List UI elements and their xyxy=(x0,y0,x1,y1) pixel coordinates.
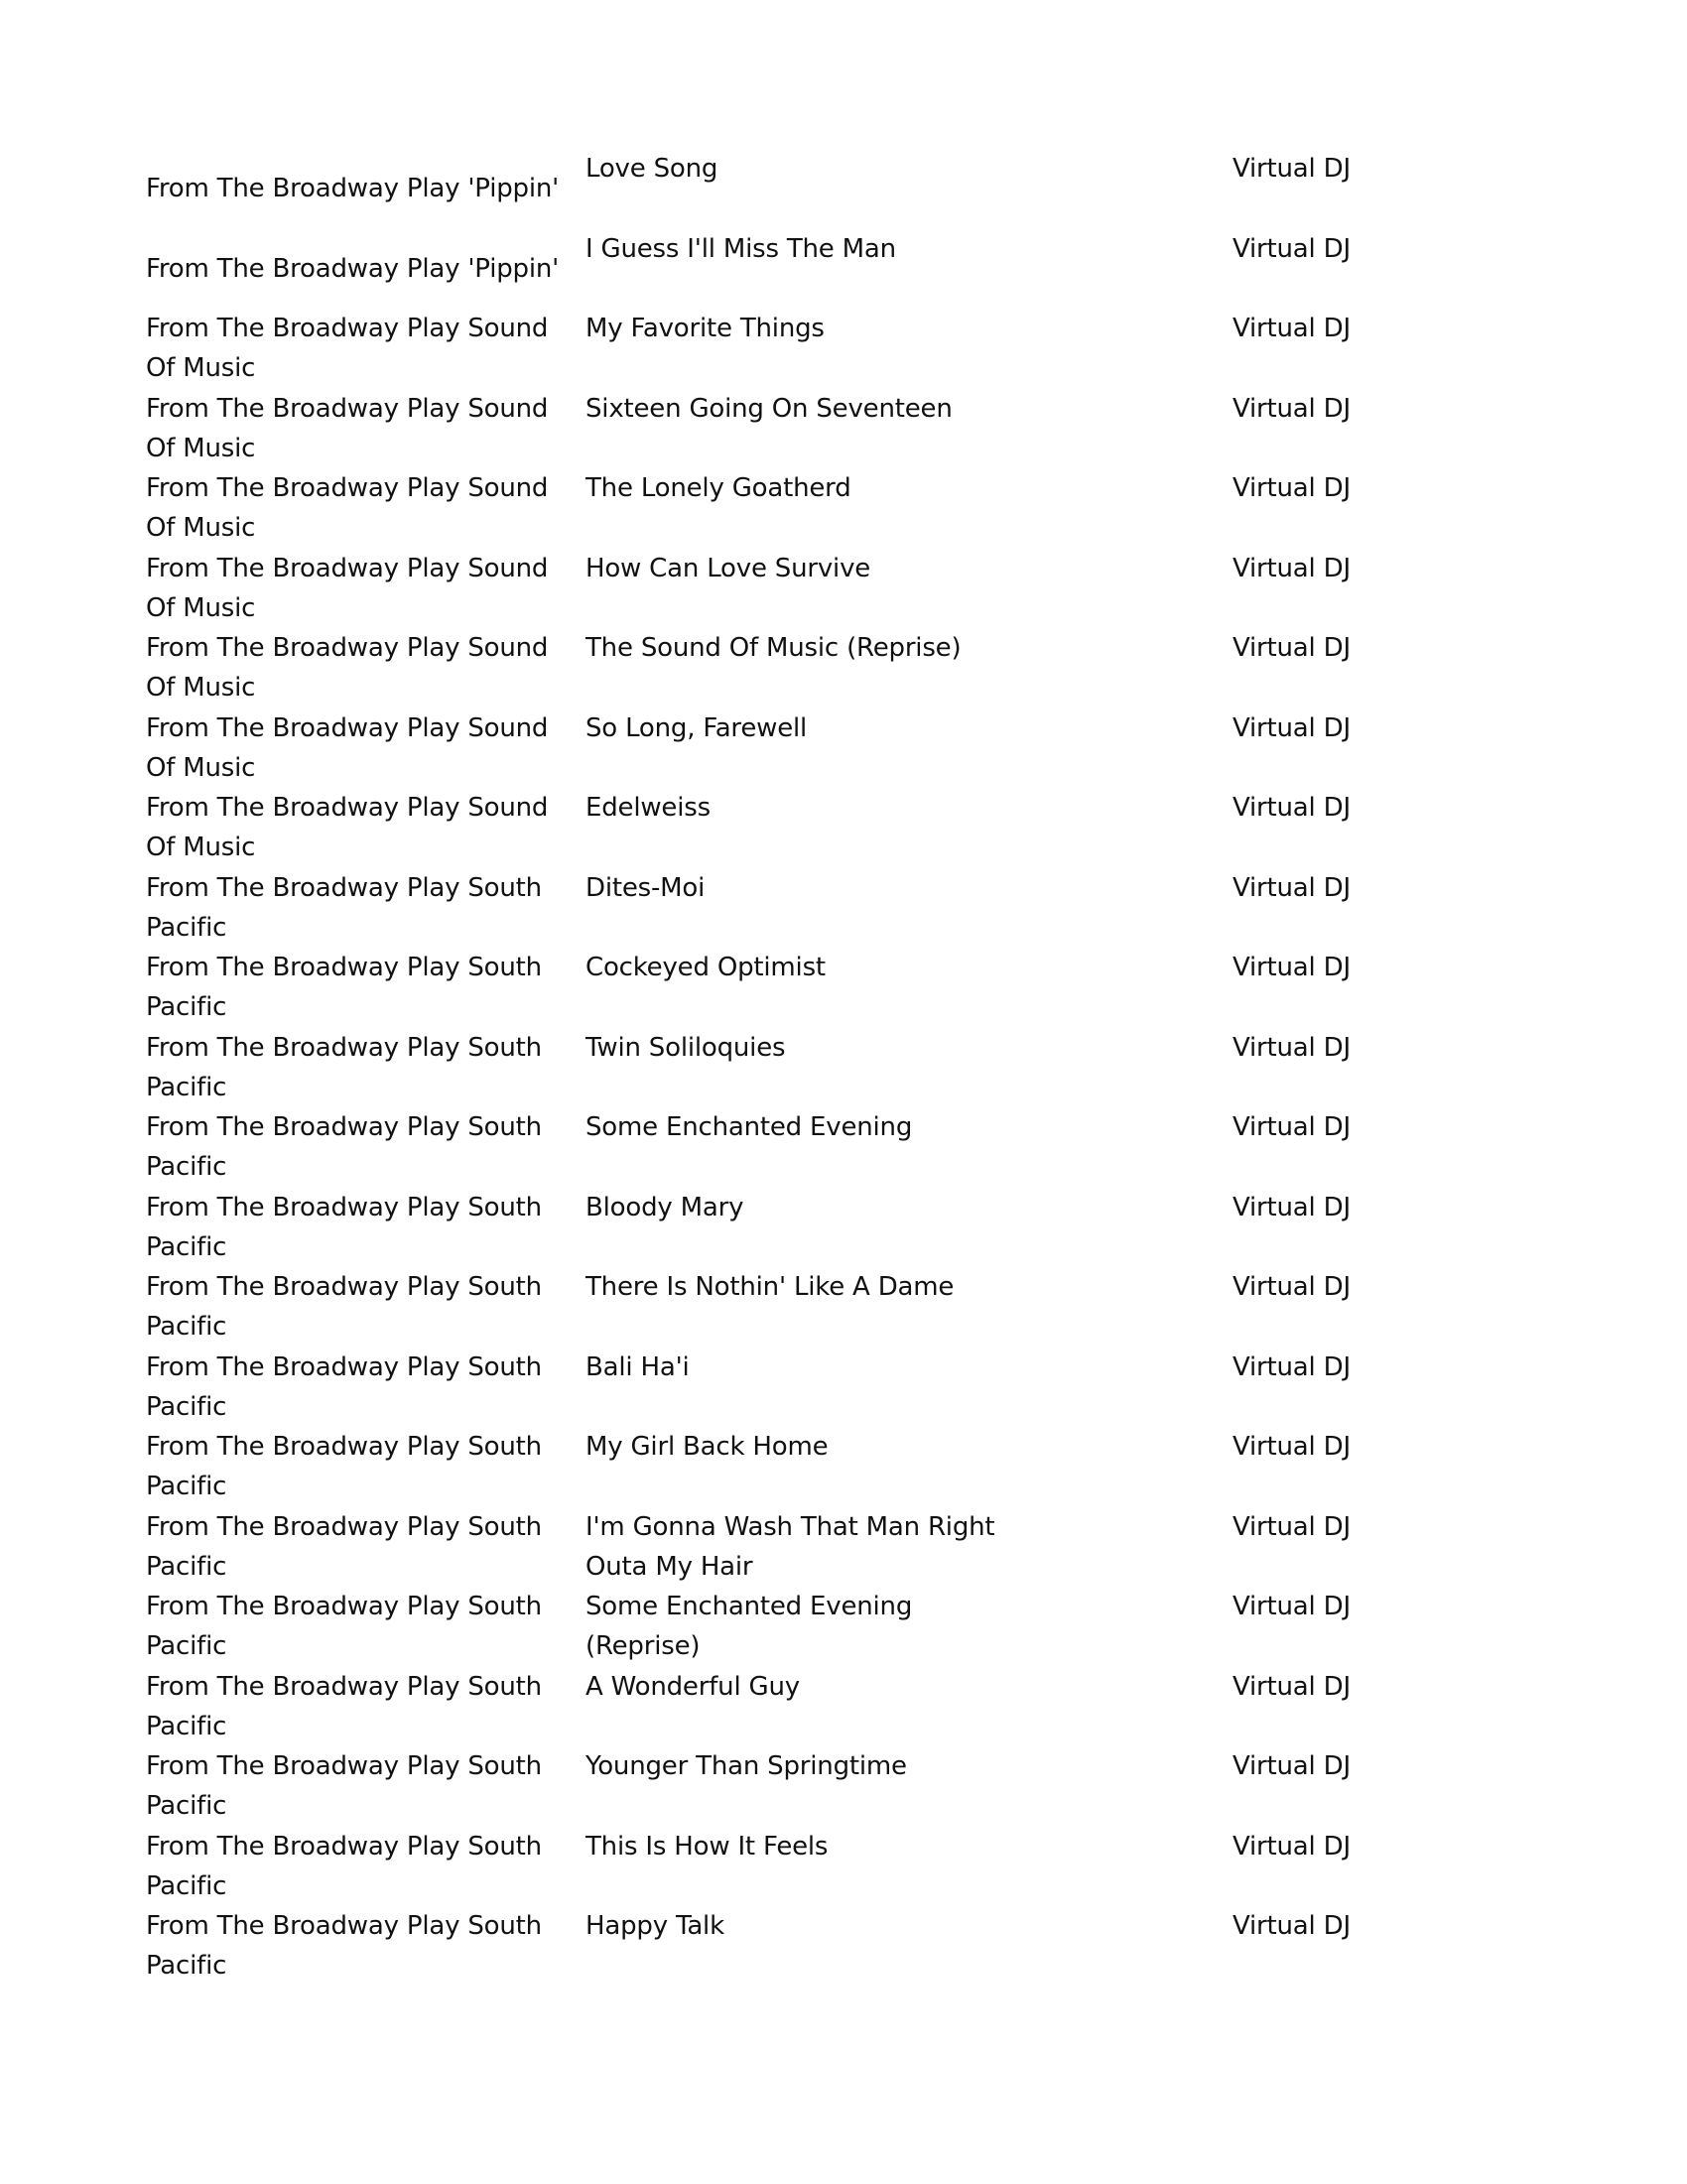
label-cell: Virtual DJ xyxy=(1233,953,1351,982)
song-row xyxy=(146,149,1436,229)
artist-cell: From The Broadway Play 'Pippin' xyxy=(146,253,560,284)
label-cell: Virtual DJ xyxy=(1233,712,1351,743)
artist-cell: From The Broadway Play South Pacific xyxy=(146,1351,542,1422)
title-cell: There Is Nothin' Like A Dame xyxy=(585,1272,955,1302)
song-row xyxy=(146,1587,1436,1667)
song-row xyxy=(146,628,1436,708)
song-row xyxy=(146,229,1436,310)
title-cell: The Lonely Goatherd xyxy=(585,473,851,503)
song-row xyxy=(146,1746,1436,1827)
label-cell: Virtual DJ xyxy=(1233,233,1351,264)
song-row xyxy=(146,1267,1436,1348)
label-cell: Virtual DJ xyxy=(1233,1272,1351,1302)
song-row xyxy=(146,309,1436,389)
song-list xyxy=(146,149,1436,1987)
title-cell: Happy Talk xyxy=(585,1911,724,1941)
artist-cell: From The Broadway Play Sound Of Music xyxy=(146,393,549,463)
label-cell: Virtual DJ xyxy=(1233,1192,1351,1222)
artist-cell: From The Broadway Play Sound Of Music xyxy=(146,314,549,383)
title-cell: Twin Soliloquies xyxy=(585,1032,786,1063)
song-row xyxy=(146,1667,1436,1747)
label-cell: Virtual DJ xyxy=(1233,872,1351,903)
label-cell: Virtual DJ xyxy=(1233,1351,1351,1382)
artist-cell: From The Broadway Play Sound Of Music xyxy=(146,793,549,862)
title-cell: This Is How It Feels xyxy=(585,1831,829,1862)
song-row xyxy=(146,549,1436,629)
title-cell: Love Song xyxy=(585,154,718,184)
song-row xyxy=(146,788,1436,868)
title-cell: I'm Gonna Wash That Man Right Outa My Hair xyxy=(585,1511,995,1582)
artist-cell: From The Broadway Play South Pacific xyxy=(146,1432,542,1501)
title-cell: My Favorite Things xyxy=(585,314,825,343)
title-cell: Bloody Mary xyxy=(585,1192,744,1222)
title-cell: Some Enchanted Evening (Reprise) xyxy=(585,1592,913,1661)
label-cell: Virtual DJ xyxy=(1233,1911,1351,1941)
song-row xyxy=(146,948,1436,1028)
title-cell: How Can Love Survive xyxy=(585,553,871,583)
artist-cell: From The Broadway Play Sound Of Music xyxy=(146,553,549,623)
title-cell: Younger Than Springtime xyxy=(585,1751,907,1781)
song-row xyxy=(146,1507,1436,1588)
artist-cell: From The Broadway Play South Pacific xyxy=(146,1592,542,1661)
label-cell: Virtual DJ xyxy=(1233,314,1351,343)
song-row xyxy=(146,1348,1436,1428)
title-cell: Cockeyed Optimist xyxy=(585,953,826,982)
artist-cell: From The Broadway Play South Pacific xyxy=(146,1032,542,1102)
artist-cell: From The Broadway Play Sound Of Music xyxy=(146,473,549,543)
title-cell: My Girl Back Home xyxy=(585,1432,829,1462)
artist-cell: From The Broadway Play South Pacific xyxy=(146,1511,542,1582)
label-cell: Virtual DJ xyxy=(1233,1831,1351,1862)
artist-cell: From The Broadway Play Sound Of Music xyxy=(146,712,549,783)
label-cell: Virtual DJ xyxy=(1233,1511,1351,1542)
label-cell: Virtual DJ xyxy=(1233,473,1351,503)
label-cell: Virtual DJ xyxy=(1233,633,1351,663)
song-row xyxy=(146,1827,1436,1907)
title-cell: Bali Ha'i xyxy=(585,1351,690,1382)
artist-cell: From The Broadway Play 'Pippin' xyxy=(146,174,560,203)
artist-cell: From The Broadway Play South Pacific xyxy=(146,1272,542,1342)
song-row xyxy=(146,1427,1436,1507)
artist-cell: From The Broadway Play South Pacific xyxy=(146,953,542,1022)
label-cell: Virtual DJ xyxy=(1233,1432,1351,1462)
song-row xyxy=(146,1107,1436,1188)
song-row xyxy=(146,468,1436,549)
title-cell: The Sound Of Music (Reprise) xyxy=(585,633,962,663)
title-cell: So Long, Farewell xyxy=(585,712,808,743)
label-cell: Virtual DJ xyxy=(1233,1751,1351,1781)
label-cell: Virtual DJ xyxy=(1233,393,1351,424)
title-cell: Edelweiss xyxy=(585,793,711,823)
label-cell: Virtual DJ xyxy=(1233,1592,1351,1621)
label-cell: Virtual DJ xyxy=(1233,793,1351,823)
song-row xyxy=(146,868,1436,949)
artist-cell: From The Broadway Play South Pacific xyxy=(146,1911,542,1981)
label-cell: Virtual DJ xyxy=(1233,154,1351,184)
artist-cell: From The Broadway Play South Pacific xyxy=(146,1112,542,1182)
song-row xyxy=(146,708,1436,789)
artist-cell: From The Broadway Play South Pacific xyxy=(146,1831,542,1901)
label-cell: Virtual DJ xyxy=(1233,1671,1351,1702)
artist-cell: From The Broadway Play Sound Of Music xyxy=(146,633,549,703)
title-cell: Some Enchanted Evening xyxy=(585,1112,913,1142)
song-row xyxy=(146,1906,1436,1987)
label-cell: Virtual DJ xyxy=(1233,553,1351,583)
artist-cell: From The Broadway Play South Pacific xyxy=(146,1671,542,1741)
song-row xyxy=(146,389,1436,469)
label-cell: Virtual DJ xyxy=(1233,1112,1351,1142)
label-cell: Virtual DJ xyxy=(1233,1032,1351,1063)
artist-cell: From The Broadway Play South Pacific xyxy=(146,1751,542,1821)
artist-cell: From The Broadway Play South Pacific xyxy=(146,872,542,943)
song-row xyxy=(146,1028,1436,1108)
title-cell: Sixteen Going On Seventeen xyxy=(585,393,953,424)
artist-cell: From The Broadway Play South Pacific xyxy=(146,1192,542,1262)
title-cell: Dites-Moi xyxy=(585,872,706,903)
title-cell: I Guess I'll Miss The Man xyxy=(585,233,896,264)
song-row xyxy=(146,1188,1436,1268)
title-cell: A Wonderful Guy xyxy=(585,1671,800,1702)
